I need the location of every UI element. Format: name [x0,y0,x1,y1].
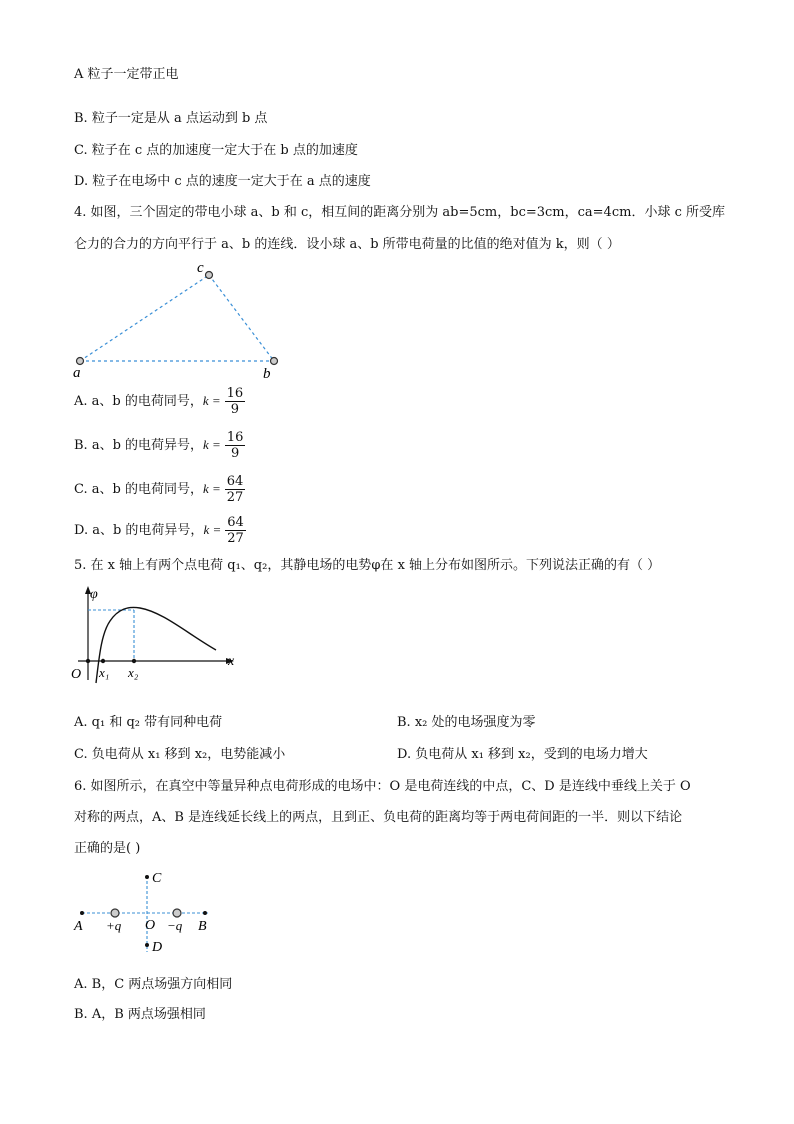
q6-stem-line1: 6. 如图所示，在真空中等量异种点电荷形成的电场中：O 是电荷连线的中点，C、D 是连线中垂线上关于 O [74,779,691,794]
q5-option-a: A. q₁ 和 q₂ 带有同种电荷 [74,715,223,730]
q4-option-a: A. a、b 的电荷同号，k = $\frac{16}{9}$ [74,386,244,417]
q3-option-a: A 粒子一定带正电 [74,67,179,82]
q3-option-c: C. 粒子在 c 点的加速度一定大于在 b 点的加速度 [74,143,358,158]
label-point-a: A [74,919,83,934]
q4-option-d: D. a、b 的电荷异号，k = $\frac{64}{27}$ [74,515,244,546]
label-origin: O [71,667,82,682]
q3-option-b: B. 粒子一定是从 a 点运动到 b 点 [74,111,268,126]
positive-charge [111,909,119,917]
label-point-c: C [152,871,162,886]
q5-option-d: D. 负电荷从 x₁ 移到 x₂，受到的电场力增大 [397,747,648,762]
label-origin-o: O [145,918,156,933]
q5-stem: 5. 在 x 轴上有两个点电荷 q₁、q₂，其静电场的电势φ在 x 轴上分布如图所示。下列说法正确的有（ ） [74,558,661,573]
label-minus-q: −q [167,918,183,933]
label-x2: x₂ [128,665,139,680]
label-c: c [197,260,204,276]
q6-stem-line3: 正确的是( ) [74,841,141,856]
q6-stem-line2: 对称的两点，A、B 是连线延长线上的两点，且到正、负电荷的距离均等于两电荷间距的一半．则以下结论 [74,810,683,825]
label-phi: φ [90,587,98,602]
q5-option-b: B. x₂ 处的电场强度为零 [397,715,536,730]
label-b: b [263,366,271,381]
point-b [203,911,207,915]
q4-triangle-figure [68,256,288,381]
q5-option-c: C. 负电荷从 x₁ 移到 x₂，电势能减小 [74,747,286,762]
negative-charge [173,909,181,917]
label-x1: x₁ [99,665,110,680]
q4-stem-line2: 仑力的合力的方向平行于 a、b 的连线．设小球 a、b 所带电荷量的比值的绝对值为 k，则（ ） [74,237,620,252]
label-point-b: B [198,919,207,934]
q4-stem-line1: 4. 如图，三个固定的带电小球 a、b 和 c，相互间的距离分别为 ab=5cm，bc=3cm，ca=4cm．小球 c 所受库 [74,205,725,220]
label-plus-q: +q [106,918,122,933]
point-a [80,911,84,915]
q4-option-b: B. a、b 的电荷异号，k = $\frac{16}{9}$ [74,430,244,461]
q3-option-d: D. 粒子在电场中 c 点的速度一定大于在 a 点的速度 [74,174,371,189]
point-d [145,943,149,947]
q4-option-c: C. a、b 的电荷同号，k = $\frac{64}{27}$ [74,474,244,505]
q6-option-a: A. B，C 两点场强方向相同 [74,977,233,992]
q6-dipole-figure [68,866,218,958]
charge-a [77,358,84,365]
charge-b [271,358,278,365]
label-point-d: D [152,940,163,955]
q5-potential-graph [68,584,248,684]
label-x-axis: x [228,654,235,669]
q6-option-b: B. A，B 两点场强相同 [74,1007,206,1022]
point-c [145,875,149,879]
charge-c [206,272,213,279]
label-a: a [73,365,81,381]
